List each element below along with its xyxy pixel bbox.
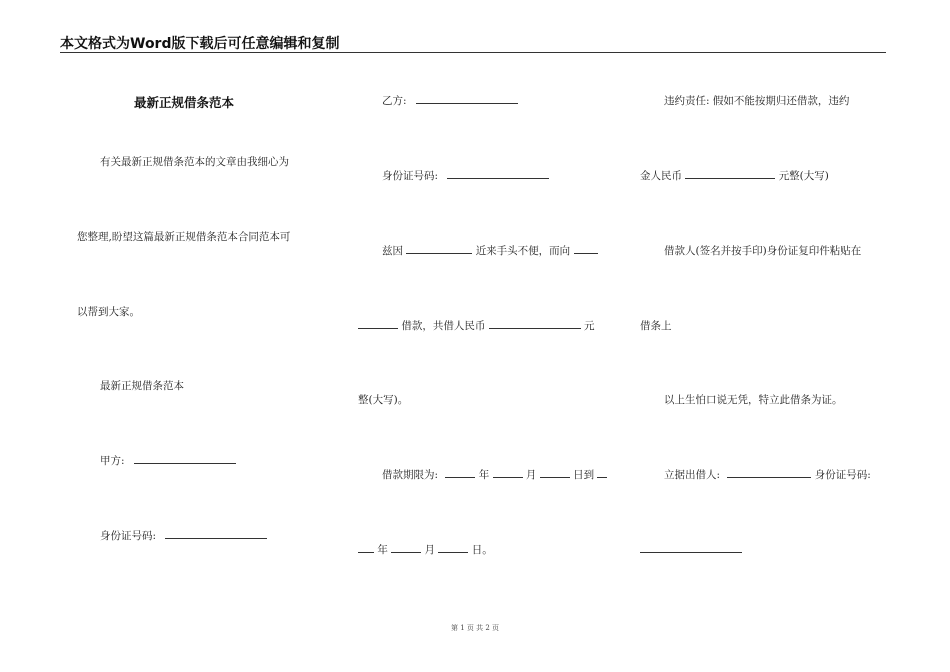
- intro-line-1: 有关最新正规借条范本的文章由我细心为: [100, 156, 289, 168]
- end-year-blank-partial: [597, 467, 607, 478]
- start-day-blank: [540, 467, 570, 478]
- penalty-label-a: 金人民币: [640, 170, 682, 182]
- lender-id-line: [640, 542, 742, 556]
- end-year-label: 年: [377, 544, 388, 556]
- party-b-id-blank: [447, 168, 549, 179]
- party-b-id-label: 身份证号码:: [382, 170, 439, 182]
- end-year-blank: [358, 542, 374, 553]
- party-a-id-label: 身份证号码:: [100, 530, 157, 542]
- start-month-label: 月: [525, 469, 537, 481]
- document-title: 最新正规借条范本: [134, 95, 235, 110]
- lender-sign-line: [664, 467, 871, 482]
- lender-blank: [358, 318, 398, 329]
- section-subtitle: 最新正规借条范本: [100, 380, 184, 392]
- intro-line-3: 以帮到大家。: [77, 306, 140, 318]
- reason-blank-2: [574, 243, 598, 254]
- loan-label-a: 借款，共借人民币: [401, 320, 486, 332]
- party-b-line: [382, 93, 518, 108]
- borrower-note-line-2: 借条上: [640, 320, 672, 332]
- end-month-label: 月: [424, 544, 436, 556]
- reason-label-a: 兹因: [382, 245, 403, 257]
- start-day-label: 日到: [573, 469, 595, 481]
- intro-line-2: 您整理,盼望这篇最新正规借条范本合同范本可: [77, 231, 291, 243]
- start-month-blank: [493, 467, 523, 478]
- lender-id-blank: [640, 542, 742, 553]
- period-label: 借款期限为:: [382, 469, 439, 481]
- document-header-title: 本文格式为Word版下载后可任意编辑和复制: [60, 36, 340, 52]
- loan-amount-line: [358, 318, 595, 333]
- header-divider: [60, 52, 886, 53]
- party-b-blank: [416, 93, 518, 104]
- party-a-blank: [134, 453, 236, 464]
- party-a-id-blank: [165, 528, 267, 539]
- reason-line: [382, 243, 598, 258]
- liability-line: 违约责任: 假如不能按期归还借款，违约: [664, 95, 850, 107]
- page-number-footer: 第 1 页 共 2 页: [450, 624, 500, 632]
- lender-sign-label: 立据出借人:: [664, 469, 721, 481]
- loan-amount-capital-line: 整(大写)。: [358, 394, 409, 406]
- penalty-amount-blank: [685, 168, 775, 179]
- party-b-label: 乙方:: [382, 95, 407, 107]
- party-b-id-line: [382, 168, 549, 183]
- loan-label-b: 元: [584, 320, 595, 332]
- party-a-id-line: [100, 528, 267, 543]
- end-day-blank: [438, 542, 468, 553]
- lender-sign-blank: [727, 467, 811, 478]
- borrower-note-line: 借款人(签名并按手印)身份证复印件粘贴在: [664, 245, 862, 257]
- penalty-amount-line: [640, 168, 829, 183]
- end-month-blank: [391, 542, 421, 553]
- loan-amount-blank: [489, 318, 581, 329]
- end-day-label: 日。: [471, 544, 493, 556]
- party-a-line: [100, 453, 236, 468]
- reason-blank-1: [406, 243, 472, 254]
- loan-period-end-line: [358, 542, 493, 557]
- start-year-label: 年: [478, 469, 490, 481]
- loan-period-line: [382, 467, 607, 482]
- penalty-label-b: 元整(大写): [778, 170, 829, 182]
- reason-label-b: 近来手头不便，而向: [475, 245, 571, 257]
- start-year-blank: [445, 467, 475, 478]
- party-a-label: 甲方:: [100, 455, 125, 467]
- statement-line: 以上生怕口说无凭，特立此借条为证。: [664, 394, 843, 406]
- lender-id-label: 身份证号码:: [814, 469, 871, 481]
